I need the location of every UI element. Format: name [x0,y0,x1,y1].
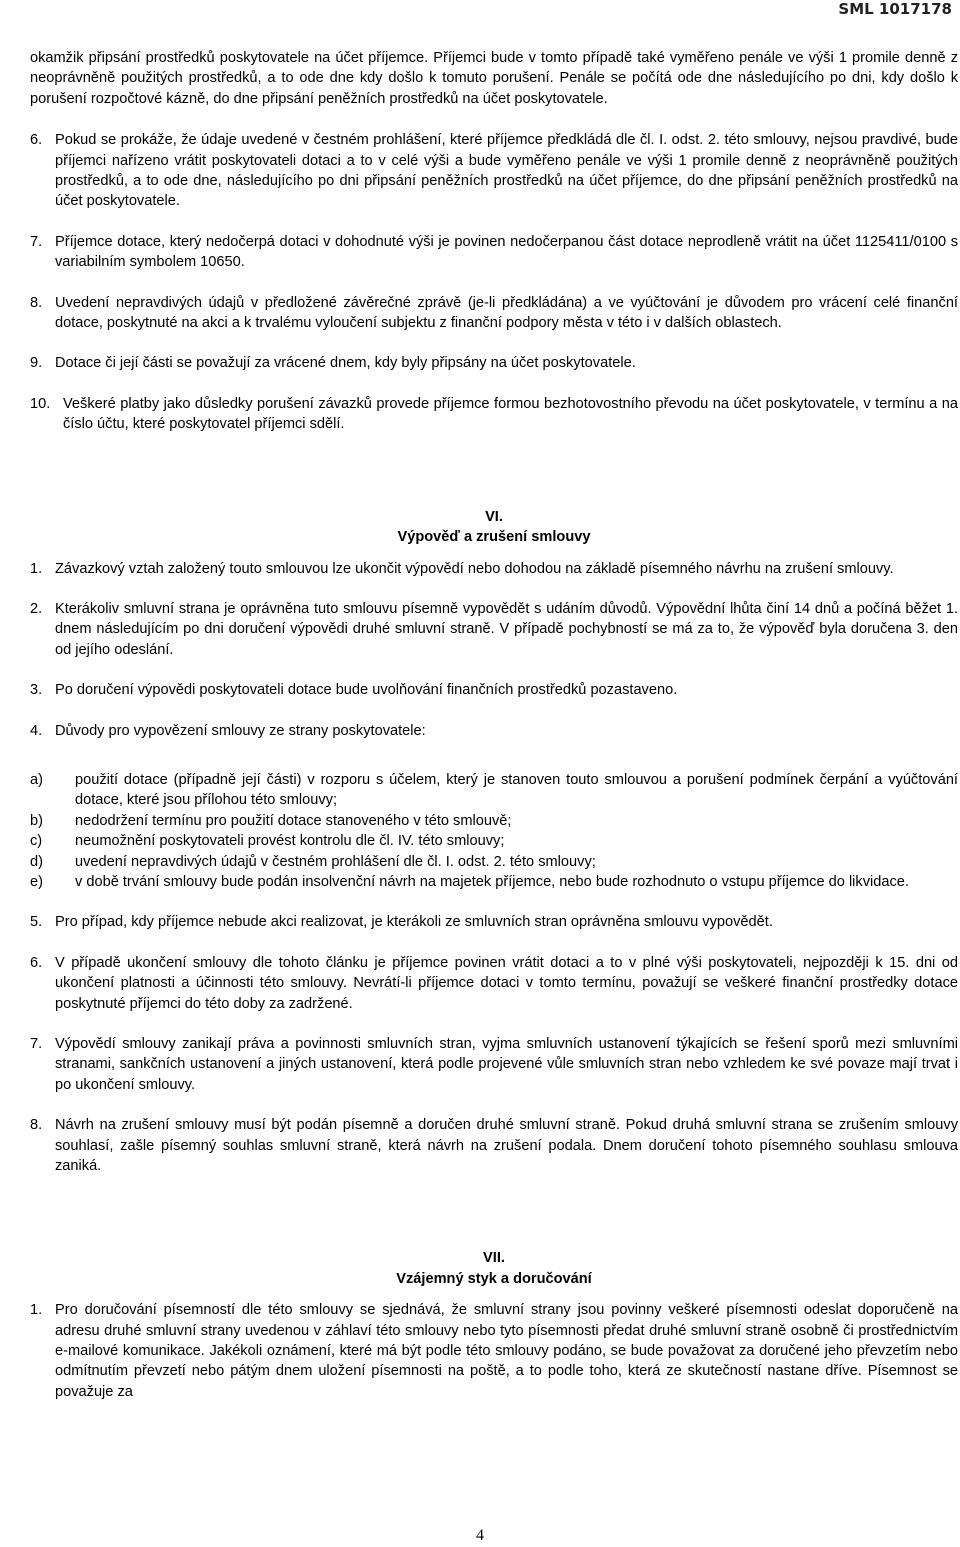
sublist-label: d) [30,853,43,870]
item-number: 1. [30,560,43,577]
item-text: Pro případ, kdy příjemce nebude akci realizovat, je kterákoli ze smluvních stran oprávněna smlouvu vypovědět. [55,914,773,931]
item-text: Závazkový vztah založený touto smlouvou lze ukončit výpovědí nebo dohodou na základě písemného návrhu na zrušení smlouvy. [55,560,894,577]
item-text: Veškeré platby jako důsledky porušení závazků provede příjemce formou bezhotovostního převodu na účet poskytovatele, v termínu a na číslo účtu, které poskytovatel příjemci sdělí. [63,395,958,433]
sublist-label: b) [30,812,43,829]
item-number: 9. [30,355,43,372]
item-number: 3. [30,682,43,699]
list-item [30,1300,958,1402]
item-text: Po doručení výpovědi poskytovateli dotace bude uvolňování finančních prostředků pozastaveno. [55,682,678,699]
list-item [30,1034,958,1095]
page-number: 4 [476,1527,484,1544]
item-number: 1. [30,1302,43,1319]
section7-list [30,1300,958,1402]
item-number: 10. [30,395,51,412]
item-number: 7. [30,1036,43,1052]
sublist-item [30,872,958,892]
item-text: Návrh na zrušení smlouvy musí být podán písemně a doručen druhé smluvní straně. Pokud druhá smluvní strana se zrušením smlouvy souhlasí, zašle písemný souhlas smluvní straně, která návrh na zrušení podala. Dnem doručení tohoto písemného souhlasu smlouva zaniká. [55,1117,958,1175]
item-text: Pokud se prokáže, že údaje uvedené v čestném prohlášení, které příjemce předkládá dle čl. I. odst. 2. této smlouvy, nejsou pravdivé, bude příjemci nařízeno vrátit poskytovateli dotaci a to v celé výši a bude vyměřeno penále ve výši 1 promile denně z neoprávněně použitých prostředků, a to ode dne, následujícího po dni připsání peněžních prostředků na účet příjemce, do dne připsání peněžních prostředků na účet poskytovatele. [55,132,958,210]
section-numeral: VI. [485,508,503,525]
section-title: Vzájemný styk a doručování [396,1270,592,1287]
item-text: Uvedení nepravdivých údajů v předložené závěrečné zprávě (je-li předkládána) a ve vyúčtování je důvodem pro vrácení celé finanční dotace, poskytnuté na akci a k trvalému vyloučení subjektu z finanční podpory města v této i v dalších oblastech. [55,294,958,332]
sublist-text: neumožnění poskytovateli provést kontrolu dle čl. IV. této smlouvy; [75,833,505,850]
item-text: Příjemce dotace, který nedočerpá dotaci v dohodnuté výši je povinen nedočerpanou část dotace neprodleně vrátit na účet 1125411/0100 s variabilním symbolem 10650. [55,233,958,271]
sublist-item [30,770,958,811]
list-item [30,912,958,932]
document-id: SML 1017178 [838,0,952,18]
item-number: 6. [30,954,43,971]
list-item [30,599,958,660]
sublist-text: v době trvání smlouvy bude podán insolvenční návrh na majetek příjemce, nebo bude rozhodnuto o vstupu příjemce do likvidace. [75,873,909,890]
item-number: 7. [30,233,43,250]
list-item [30,353,958,373]
item-number: 5. [30,914,43,931]
section-heading-vii [30,1248,958,1289]
section-title: Výpověď a zrušení smlouvy [397,529,591,546]
item-text: Pro doručování písemností dle této smlouvy se sjednává, že smluvní strany jsou povinny veškeré písemnosti odeslat doporučeně na adresu druhé smluvní strany uvedenou v záhlaví této smlouvy nebo tyto písemnosti předat druhé smluvní straně osobně či prostřednictvím e-mailové komunikace. Jakékoli oznámení, které má být podle této smlouvy podáno, se bude považovat za doručené jeho převzetím nebo odmítnutím převzetí nebo pátým dnem uložení písemnosti na poště, a to podle toho, která ze skutečností nastane dříve. Písemnost se považuje za [55,1302,958,1400]
list-item [30,130,958,212]
item-number: 6. [30,132,43,149]
sublist-item [30,852,958,872]
item-text: Kterákoliv smluvní strana je oprávněna tuto smlouvu písemně vypovědět s udáním důvodů. Výpovědní lhůta činí 14 dnů a počíná běžet 1. dnem následujícím po dni doručení výpovědi druhé smluvní straně. V případě pochybností se má za to, že výpověď byla doručena 3. den od jejího odeslání. [55,600,958,658]
list-item [30,953,958,1014]
sublist-item [30,831,958,851]
list-item [30,232,958,273]
document-body [30,48,958,1422]
item-number: 2. [30,600,43,617]
item-number: 8. [30,1117,43,1134]
sublist-text: uvedení nepravdivých údajů v čestném prohlášení dle čl. I. odst. 2. této smlouvy; [75,853,596,870]
item-text: Výpovědí smlouvy zanikají práva a povinnosti smluvních stran, vyjma smluvních ustanovení týkajících se řešení sporů mezi smluvními stranami, sankčních ustanovení a jiných ustanovení, která podle projevené vůle smluvních stran nebo vzhledem ke své povaze mají trvat i po ukončení smlouvy. [55,1036,958,1093]
list-item [30,394,958,435]
sublist-text: nedodržení termínu pro použití dotace stanoveného v této smlouvě; [75,812,512,829]
section5-list [30,130,958,434]
item-number: 8. [30,294,43,311]
item-text: Dotace či její části se považují za vrácené dnem, kdy byly připsány na účet poskytovatele. [55,355,636,372]
item-number: 4. [30,722,43,739]
section-numeral: VII. [483,1250,505,1267]
list-item [30,721,958,741]
sublist-label: a) [30,771,43,788]
reasons-sublist [30,770,958,892]
sublist-label: c) [30,833,43,850]
item-text: Důvody pro vypovězení smlouvy ze strany poskytovatele: [55,722,426,739]
list-item [30,1115,958,1176]
list-item [30,559,958,579]
sublist-text: použití dotace (případně její části) v rozporu s účelem, který je stanoven touto smlouvou a porušení podmínek čerpání a vyúčtování dotace, které jsou přílohou této smlouvy; [75,771,958,809]
item-text: V případě ukončení smlouvy dle tohoto článku je příjemce povinen vrátit dotaci a to v plné výši poskytovateli, nejpozději k 15. dni od ukončení platnosti a účinnosti této smlouvy. Nevrátí-li příjemce dotaci v tomto termínu, považují se veškeré finanční prostředky dotace poskytnuté příjemci do této doby za zadržené. [55,954,958,1012]
section6-list [30,559,958,1177]
sublist-label: e) [30,873,43,890]
sublist-item [30,811,958,831]
list-item [30,680,958,700]
intro-paragraph: okamžik připsání prostředků poskytovatele na účet příjemce. Příjemci bude v tomto případě také vyměřeno penále ve výši 1 promile denně z neoprávněně použitých prostředků, a to ode dne kdy došlo k tomuto porušení. Penále se počítá ode dne následujícího po dni, kdy došlo k porušení rozpočtové kázně, do dne připsání peněžních prostředků na účet poskytovatele. [30,50,958,107]
section-heading-vi [30,507,958,548]
list-item [30,293,958,334]
